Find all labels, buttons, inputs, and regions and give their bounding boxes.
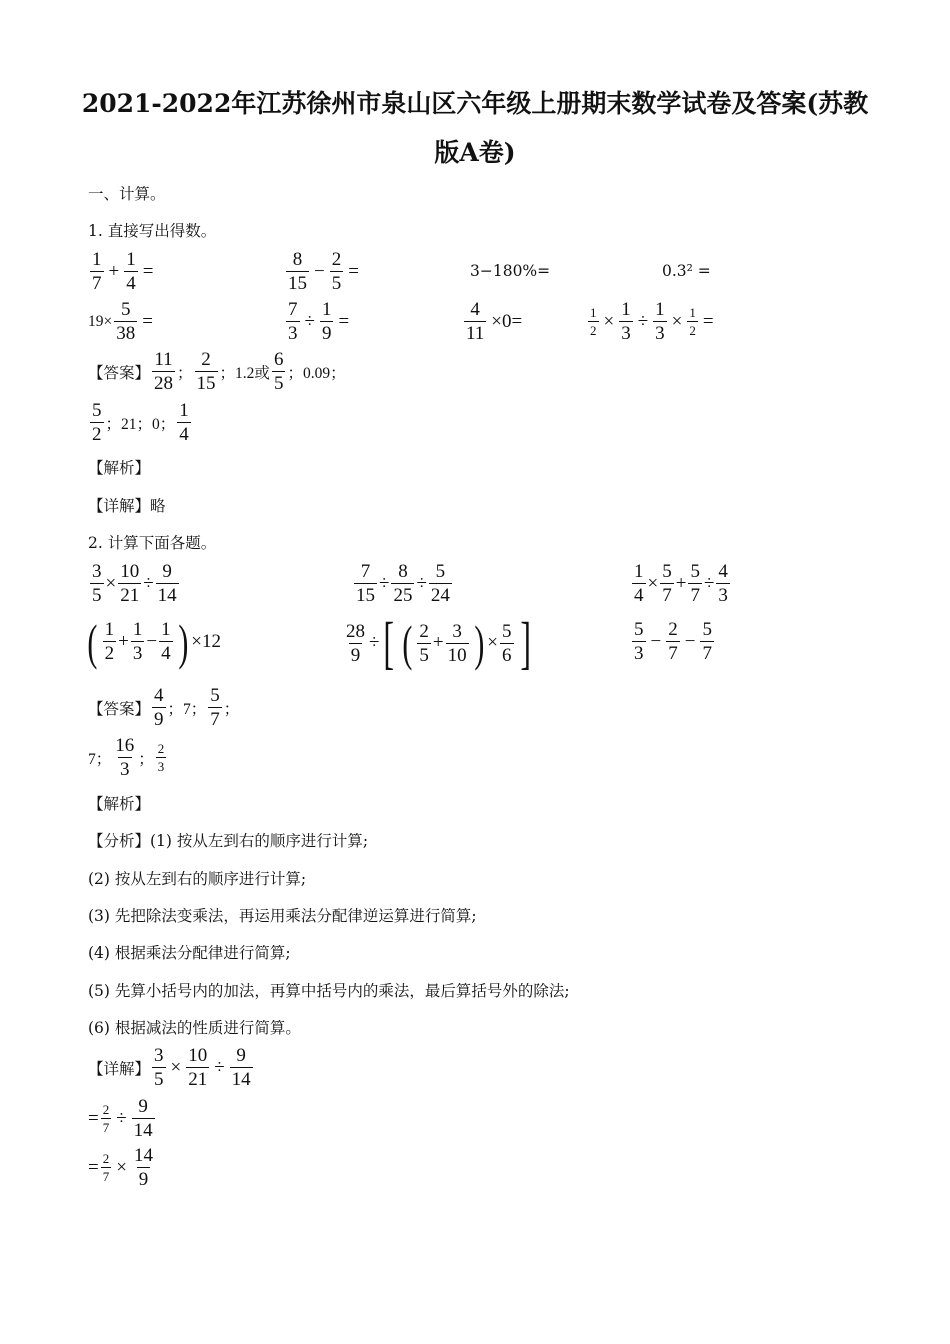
q2-expression-3: $\frac{1}{4}$ × $\frac{5}{7}$ + $\frac{5}{7}$ ÷ $\frac{4}{3}$ [634, 561, 728, 606]
detail-label: 【详解】 [88, 1060, 151, 1078]
q1-analysis: 【解析】 [88, 459, 151, 477]
q2-answer-line1: 【答案】 $\frac{4}{9}$ ； 7； $\frac{5}{7}$ ； [88, 685, 240, 730]
q1-problem-5: 19× $\frac{5}{38}$ = [88, 299, 153, 344]
answer-label: 【答案】 [88, 700, 151, 718]
q2-fenxi: 【分析】(1) 按从左到右的顺序进行计算; [88, 832, 369, 850]
q2-answer-line2: 7； $\frac{16}{3}$ ； $\frac{2}{3}$ [88, 735, 165, 780]
q2-expression-4: ( $\frac{1}{2}$ + $\frac{1}{3}$ − $\frac{1}{4}$ ) ×12 [87, 613, 221, 670]
q2-expression-2: $\frac{7}{15}$ ÷ $\frac{8}{25}$ ÷ $\frac{5}{24}$ [356, 561, 450, 606]
q1-problem-7: $\frac{4}{11}$ ×0= [466, 299, 523, 344]
q1-problem-3: 3−180%= [470, 262, 551, 280]
q1-answer-line1: 【答案】 $\frac{11}{28}$ ； $\frac{2}{15}$ ； 1.2或 $\frac{6}{5}$ ； 0.09； [88, 349, 346, 394]
document-title-line1: 2021-2022年江苏徐州市泉山区六年级上册期末数学试卷及答案(苏教 [81, 89, 869, 118]
answer-label: 【答案】 [88, 364, 151, 382]
q2-detail-line3: = $\frac{2}{7}$ × $\frac{14}{9}$ [88, 1145, 153, 1190]
q1-problem-2: $\frac{8}{15}$ − $\frac{2}{5}$ = [288, 249, 359, 294]
q2-step: (3) 先把除法变乘法，再运用乘法分配律逆运算进行简算; [88, 907, 477, 925]
section-heading: 一、计算。 [88, 185, 166, 203]
q2-step: (2) 按从左到右的顺序进行计算; [88, 870, 307, 888]
question1-label: 1. 直接写出得数。 [88, 222, 217, 240]
q1-problem-1: $\frac{1}{7}$ + $\frac{1}{4}$ = [92, 249, 154, 294]
q2-detail-line1: 【详解】 $\frac{3}{5}$ × $\frac{10}{21}$ ÷ $\frac{9}{14}$ [88, 1045, 251, 1090]
q2-detail-line2: = $\frac{2}{7}$ ÷ $\frac{9}{14}$ [88, 1096, 153, 1141]
q1-problem-4: 0.3² = [662, 262, 711, 280]
document-title-line2: 版A卷) [434, 138, 516, 167]
q1-detail: 【详解】略 [88, 497, 166, 515]
q1-problem-8: $\frac{1}{2}$ × $\frac{1}{3}$ ÷ $\frac{1}{3}$ × $\frac{1}{2}$ = [590, 299, 714, 344]
q2-step: (4) 根据乘法分配律进行简算; [88, 944, 291, 962]
q2-step: (6) 根据减法的性质进行简算。 [88, 1019, 301, 1037]
q1-problem-6: $\frac{7}{3}$ ÷ $\frac{1}{9}$ = [288, 299, 350, 344]
q2-expression-6: $\frac{5}{3}$ − $\frac{2}{7}$ − $\frac{5}{7}$ [634, 619, 712, 664]
question2-label: 2. 计算下面各题。 [88, 534, 217, 552]
q2-step: (5) 先算小括号内的加法，再算中括号内的乘法，最后算括号外的除法; [88, 982, 570, 1000]
q2-expression-1: $\frac{3}{5}$ × $\frac{10}{21}$ ÷ $\frac{9}{14}$ [92, 561, 177, 606]
q2-analysis: 【解析】 [88, 795, 151, 813]
q2-expression-5: $\frac{28}{9}$ ÷ [ ( $\frac{2}{5}$ + $\frac{3}{10}$ ) × $\frac{5}{6}$ ] [346, 610, 531, 675]
q1-answer-line2: $\frac{5}{2}$ ； 21； 0； $\frac{1}{4}$ [92, 400, 189, 445]
